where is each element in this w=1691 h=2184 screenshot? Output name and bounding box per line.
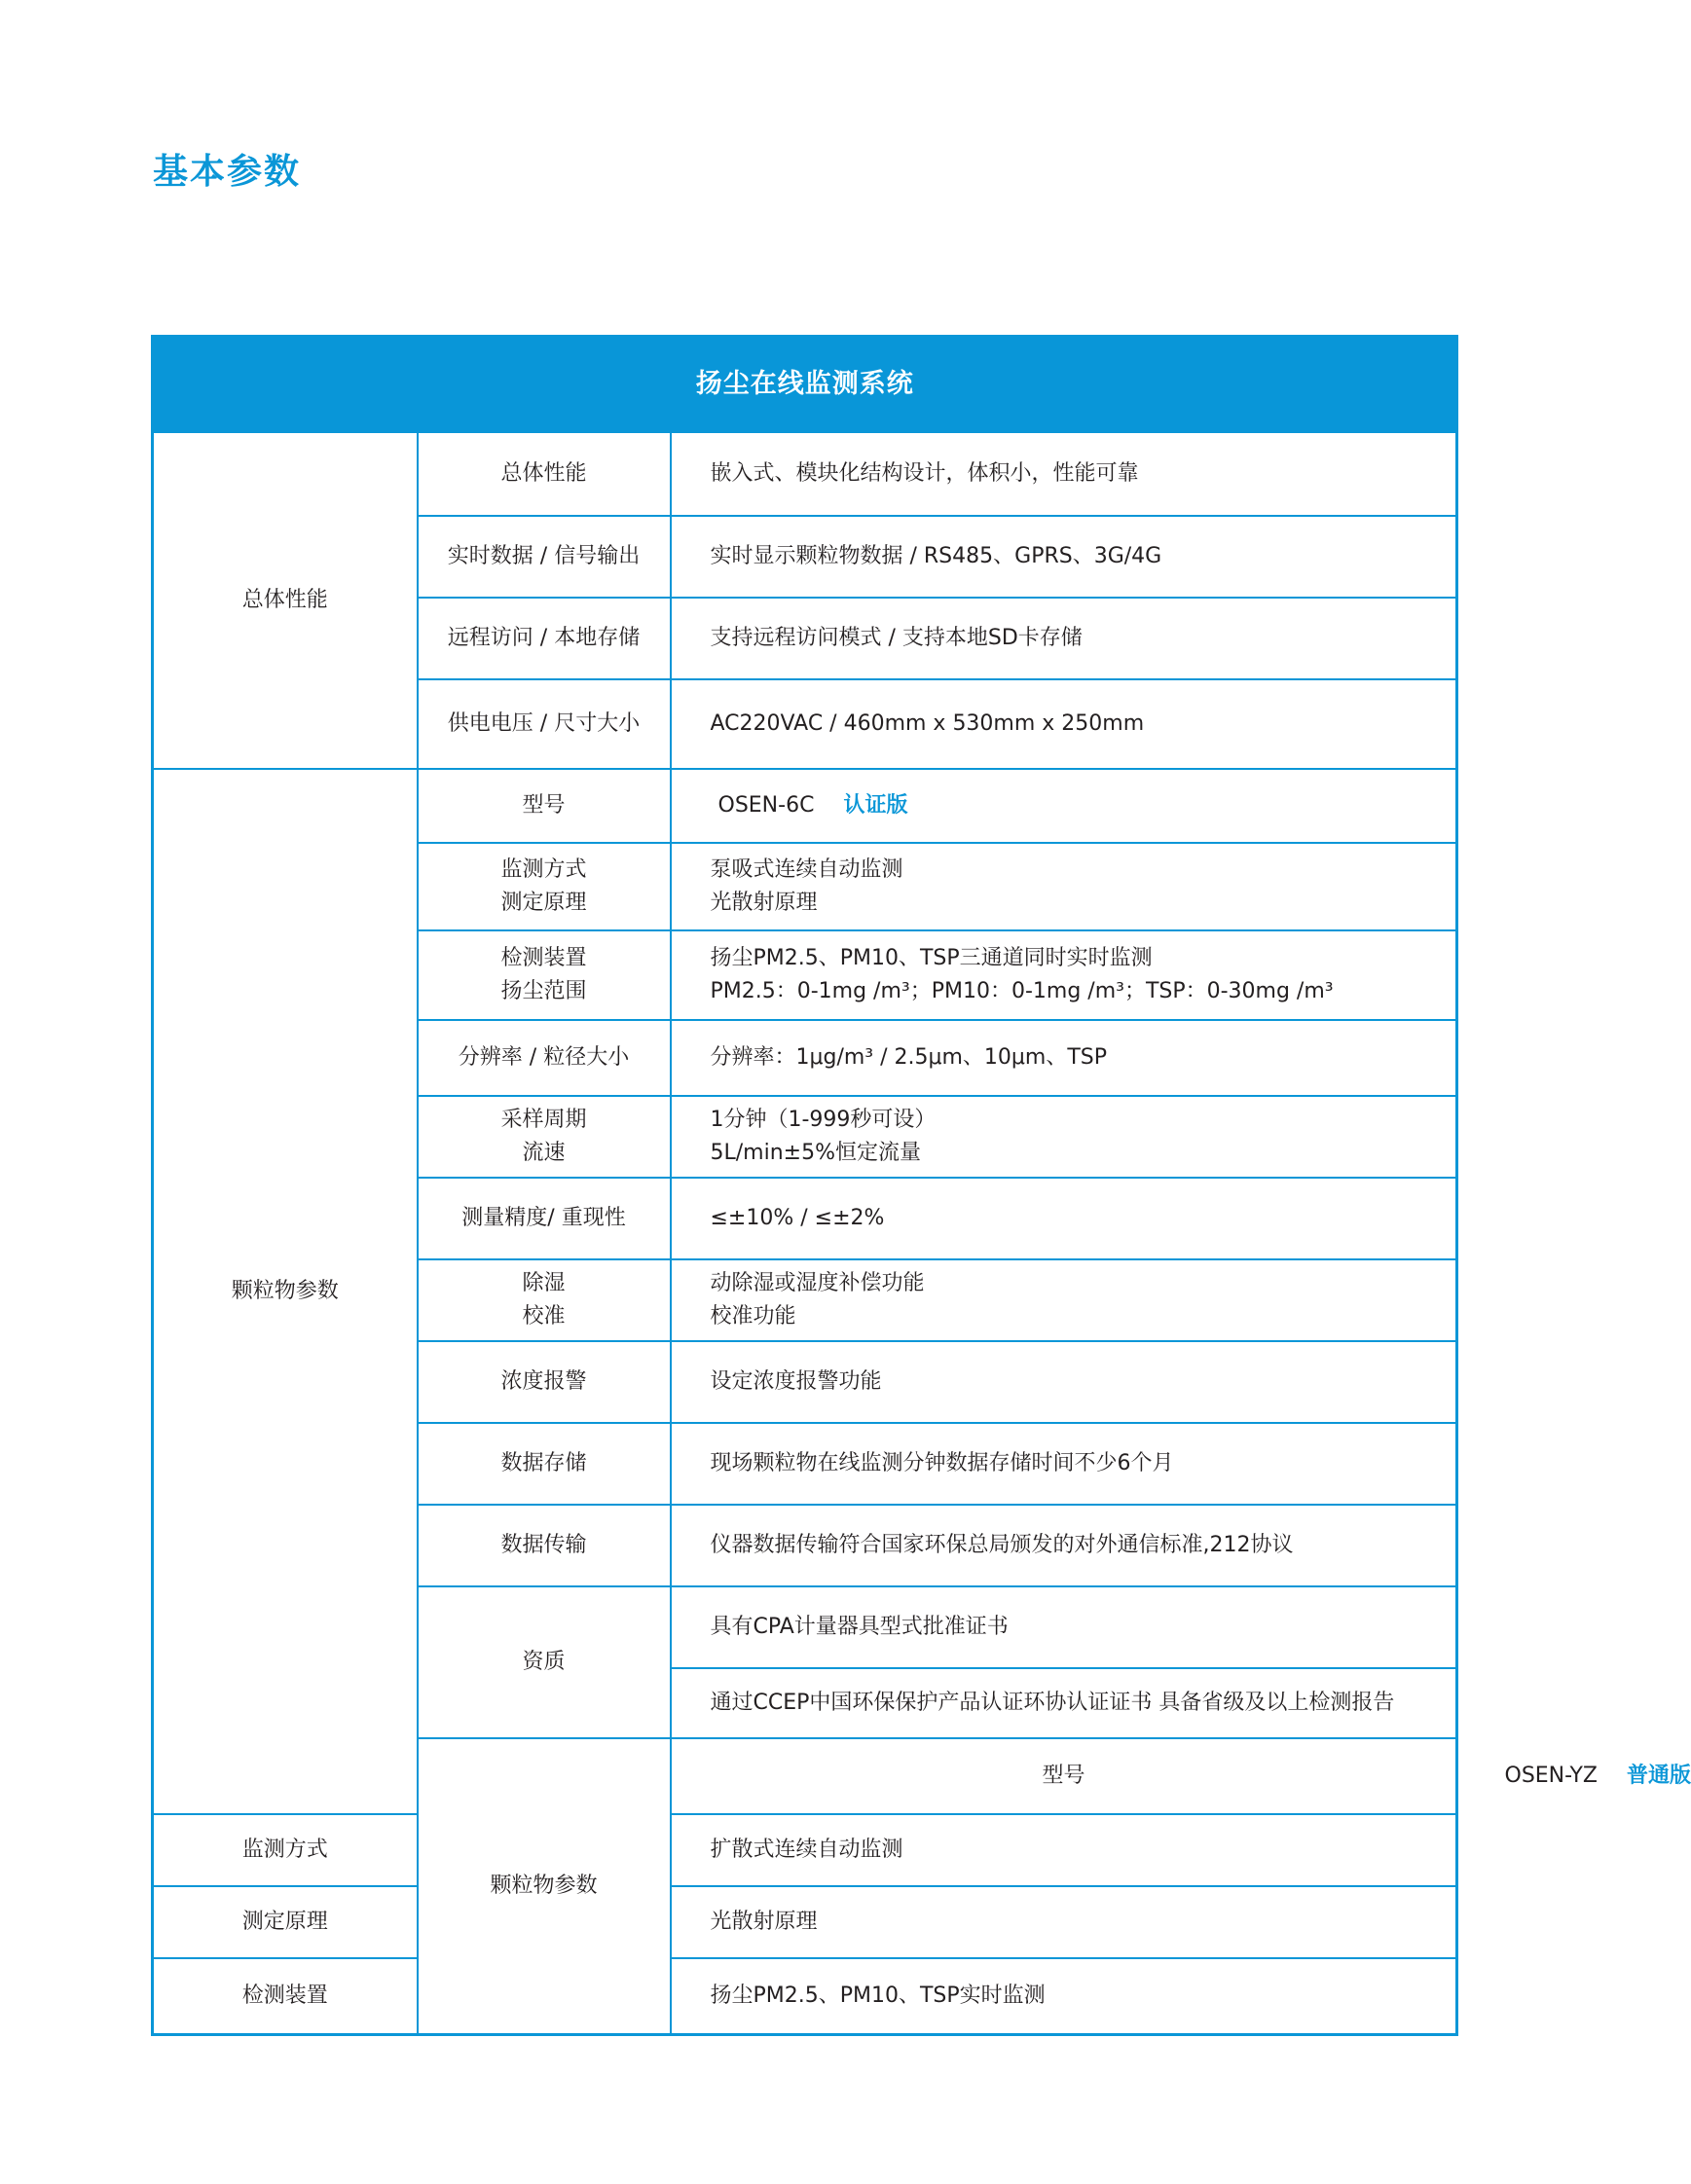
table-header-row [153,337,1457,433]
group-label-particulate: 颗粒物参数 [153,769,418,1814]
param-value: 设定浓度报警功能 [671,1341,1457,1423]
param-value: 嵌入式、模块化结构设计，体积小，性能可靠 [671,432,1457,516]
param-line: 校准 [522,1304,566,1329]
table-row [153,1886,1457,1958]
value-line: 5L/min±5%恒定流量 [710,1141,921,1165]
param-value: 扬尘PM2.5、PM10、TSP实时监测 [671,1958,1457,2034]
param-value: 仪器数据传输符合国家环保总局颁发的对外通信标准,212协议 [671,1505,1457,1586]
param-line: 测定原理 [500,891,587,915]
param-value: AC220VAC / 460mm x 530mm x 250mm [671,679,1457,769]
value-line: 泵吸式连续自动监测 [710,857,903,882]
table-row [153,769,1457,843]
param-label: 浓度报警 [418,1341,671,1423]
param-line: 扬尘范围 [500,979,587,1003]
param-label: 分辨率 / 粒径大小 [418,1020,671,1096]
param-value: 光散射原理 [671,1886,1457,1958]
param-line: 采样周期 [500,1108,587,1132]
param-label [418,843,671,930]
param-value: 扩散式连续自动监测 [671,1814,1457,1886]
group-label-particulate-basic: 颗粒物参数 [418,1738,671,2034]
group-label-overall: 总体性能 [153,432,418,769]
param-value: ≤±10% / ≤±2% [671,1178,1457,1259]
param-value: 具有CPA计量器具型式批准证书 [671,1586,1457,1668]
param-label: 测量精度/ 重现性 [418,1178,671,1259]
table-header: 扬尘在线监测系统 [153,337,1457,433]
param-label: 总体性能 [418,432,671,516]
param-line: 流速 [522,1141,566,1165]
value-line: PM2.5：0-1mg /m³；PM10：0-1mg /m³；TSP：0-30mg /m³ [710,979,1334,1003]
param-line: 检测装置 [500,946,587,970]
param-value: 支持远程访问模式 / 支持本地SD卡存储 [671,598,1457,679]
param-line: 除湿 [522,1271,566,1295]
param-label: 数据存储 [418,1423,671,1505]
table-row [153,1958,1457,2034]
edition-badge: 普通版 [1626,1764,1691,1788]
model-number: OSEN-6C [717,793,815,818]
param-value [671,843,1457,930]
value-line: 校准功能 [710,1304,796,1329]
param-line: 监测方式 [500,857,587,882]
param-label: 实时数据 / 信号输出 [418,516,671,598]
param-value: 实时显示颗粒物数据 / RS485、GPRS、3G/4G [671,516,1457,598]
param-label: 供电电压 / 尺寸大小 [418,679,671,769]
page-title: 基本参数 [153,152,302,192]
param-label [418,1259,671,1341]
value-line: 光散射原理 [710,891,818,915]
param-label: 资质 [418,1586,671,1738]
param-value: 分辨率：1μg/m³ / 2.5μm、10μm、TSP [671,1020,1457,1096]
param-label [418,1096,671,1178]
param-label: 远程访问 / 本地存储 [418,598,671,679]
spec-table [151,335,1691,2036]
param-label [418,930,671,1020]
param-value: 现场颗粒物在线监测分钟数据存储时间不少6个月 [671,1423,1457,1505]
value-line: 扬尘PM2.5、PM10、TSP三通道同时实时监测 [710,946,1153,970]
param-label: 测定原理 [153,1886,418,1958]
value-line: 动除湿或湿度补偿功能 [710,1271,925,1295]
table-row [153,432,1457,516]
param-value [671,930,1457,1020]
param-value [671,1259,1457,1341]
param-value [671,1096,1457,1178]
param-label: 检测装置 [153,1958,418,2034]
edition-badge: 认证版 [843,793,908,818]
param-label: 数据传输 [418,1505,671,1586]
param-label: 型号 [671,1738,1457,1814]
param-value: 通过CCEP中国环保保护产品认证环协认证证书 具备省级及以上检测报告 [671,1668,1457,1738]
model-value [671,769,1457,843]
param-label: 监测方式 [153,1814,418,1886]
model-number: OSEN-YZ [1504,1764,1598,1788]
value-line: 1分钟（1-999秒可设） [710,1108,937,1132]
param-label: 型号 [418,769,671,843]
table-row [153,1814,1457,1886]
